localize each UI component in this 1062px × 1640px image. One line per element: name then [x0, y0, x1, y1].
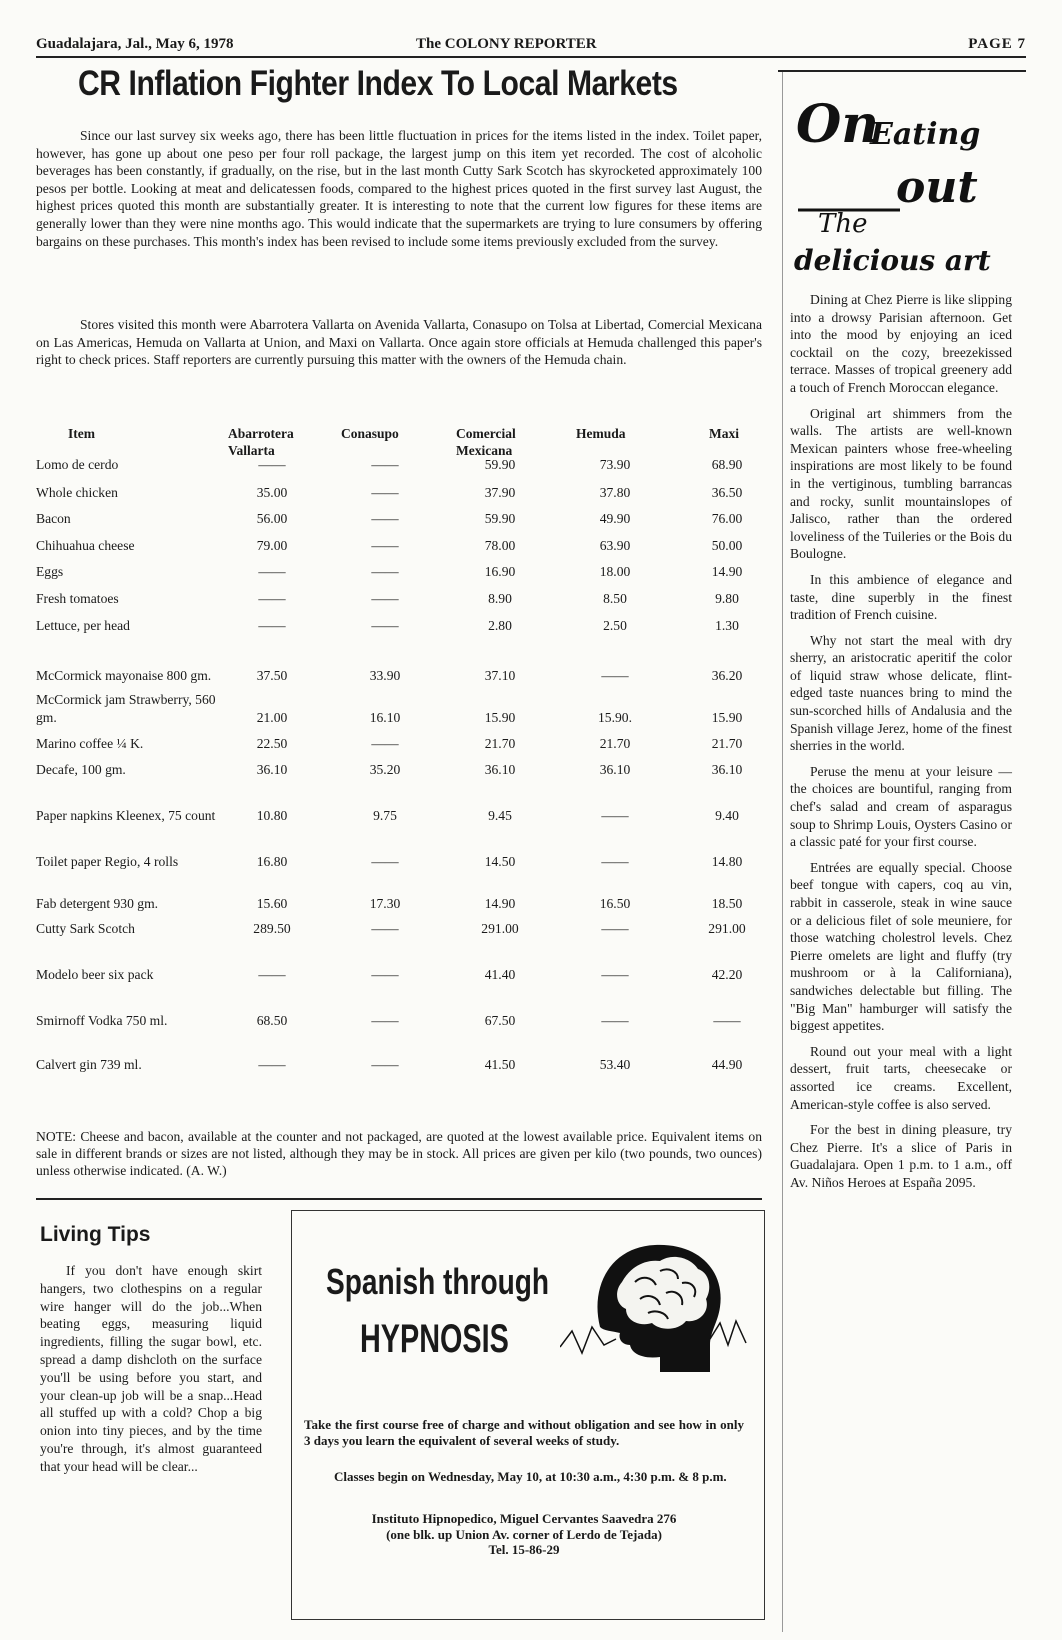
dateline: Guadalajara, Jal., May 6, 1978 — [36, 36, 234, 52]
row-item-name: Toilet paper Regio, 4 rolls — [36, 854, 179, 869]
header-hemuda: Hemuda — [576, 426, 626, 441]
page-header — [36, 36, 1026, 58]
price-comercial: 16.90 — [484, 564, 516, 579]
row-item-name: Smirnoff Vodka 750 ml. — [36, 1013, 168, 1028]
price-maxi: 15.90 — [711, 710, 743, 725]
table-row — [0, 649, 790, 689]
logo-delicious-art: delicious art — [794, 244, 991, 277]
column-rule — [778, 70, 1026, 72]
price-conasupo: 35.20 — [369, 762, 401, 777]
price-conasupo: —— — [371, 591, 399, 606]
header-conasupo: Conasupo — [341, 426, 399, 441]
price-conasupo: —— — [371, 1057, 399, 1072]
price-abarrotera: —— — [258, 591, 286, 606]
ad-title-line2: HYPNOSIS — [360, 1317, 509, 1361]
price-hemuda: 8.50 — [603, 591, 627, 606]
eating-out-paragraph: Dining at Chez Pierre is like slipping into a drowsy Parisian afternoon. Get into the mood by enjoying an iced cocktail on the cozy, breezekissed terrace. Masses of tropical greenery add a touch of French Moroccan elegance. — [790, 292, 1012, 395]
price-conasupo: —— — [371, 511, 399, 526]
brain-head-icon — [560, 1227, 750, 1387]
header-item: Item — [68, 426, 95, 441]
ad-institute: Instituto Hipnopedico, Miguel Cervantes Saavedra 276 — [371, 1511, 677, 1526]
price-conasupo: —— — [371, 921, 399, 936]
table-row — [0, 948, 790, 988]
headline: CR Inflation Fighter Index To Local Markets — [78, 64, 678, 103]
price-maxi: 21.70 — [711, 736, 743, 751]
eating-out-paragraph: Why not start the meal with dry sherry, an aristocratic aperitif the color of liquid straw whose delicate, flint-edged taste nuances bring to mind the sun-scorched hills of Andalusia and the Spanish village Jerez, home of the finest sherries in the world. — [790, 632, 1012, 754]
price-comercial: 59.90 — [484, 457, 516, 472]
row-item-name: Lettuce, per head — [36, 618, 130, 633]
ad-directions: (one blk. up Union Av. corner of Lerdo de Tejada) — [386, 1526, 662, 1542]
ad-phone: Tel. 15-86-29 — [488, 1542, 560, 1557]
price-abarrotera: —— — [258, 457, 286, 472]
price-abarrotera: 36.10 — [256, 762, 288, 777]
price-comercial: 41.40 — [484, 967, 516, 982]
price-maxi: 36.10 — [711, 762, 743, 777]
logo-out: out — [896, 162, 978, 213]
price-abarrotera: 16.80 — [256, 854, 288, 869]
price-hemuda: —— — [601, 668, 629, 683]
row-item-name: Paper napkins Kleenex, 75 count — [36, 808, 216, 823]
price-hemuda: —— — [601, 1013, 629, 1028]
price-comercial: 21.70 — [484, 736, 516, 751]
price-abarrotera: —— — [258, 564, 286, 579]
row-item-name: Fab detergent 930 gm. — [36, 896, 159, 911]
price-conasupo: 16.10 — [369, 710, 401, 725]
price-conasupo: —— — [371, 564, 399, 579]
column-divider — [782, 72, 783, 1632]
price-comercial: 41.50 — [484, 1057, 516, 1072]
price-conasupo: —— — [371, 457, 399, 472]
ad-offer-text: Take the first course free of charge and without obligation and see how in only 3 days you learn the equivalent of several weeks of study. — [304, 1417, 744, 1448]
price-hemuda: 49.90 — [599, 511, 631, 526]
price-abarrotera: 68.50 — [256, 1013, 288, 1028]
row-item-name: Lomo de cerdo — [36, 457, 119, 472]
price-comercial: 59.90 — [484, 511, 516, 526]
logo-eating: Eating — [870, 117, 981, 152]
living-tips-text: If you don't have enough skirt hangers, two clothespins on a regular wire hanger will do the job...When beating eggs, measuring liquid ingredients, filling the sugar bowl, etc. spread a damp dishcloth on the surface you'll be using before you start, and your clean-up job will be a snap...Head all stuffed up with a cold? Chop a big onion into tiny pieces, and by the time you're through, it's almost guaranteed that your head will be clear... — [40, 1263, 262, 1474]
price-hemuda: 16.50 — [599, 896, 631, 911]
ad-title-line1: Spanish through — [326, 1261, 550, 1302]
price-comercial: 36.10 — [484, 762, 516, 777]
ad-schedule-text: Classes begin on Wednesday, May 10, at 10:30 a.m., 4:30 p.m. & 8 p.m. — [334, 1469, 727, 1484]
price-comercial: 8.90 — [488, 591, 512, 606]
header-comercial: Comercial Mexicana — [456, 426, 516, 458]
price-conasupo: 9.75 — [373, 808, 397, 823]
price-comercial: 14.90 — [484, 896, 516, 911]
price-abarrotera: —— — [258, 618, 286, 633]
eating-out-paragraph: Peruse the menu at your leisure — the choices are bountiful, ranging from chef's salad and cream of asparagus soup to Shrimp Louis, Oysters Casino or a classic paté for your first course. — [790, 763, 1012, 850]
price-abarrotera: —— — [258, 1057, 286, 1072]
eating-out-article — [790, 291, 1012, 1200]
row-item-name: McCormick jam Strawberry, 560 gm. — [36, 692, 216, 725]
price-comercial: 2.80 — [488, 618, 512, 633]
price-comercial: 14.50 — [484, 854, 516, 869]
price-abarrotera: 10.80 — [256, 808, 288, 823]
eating-out-paragraph: Round out your meal with a light dessert, fruit tarts, cheesecake or assorted ice creams. Excellent, American-style coffee is also served. — [790, 1043, 1012, 1112]
ad-address — [304, 1511, 744, 1558]
price-conasupo: —— — [371, 1013, 399, 1028]
row-item-name: Modelo beer six pack — [36, 967, 154, 982]
table-row — [0, 789, 790, 829]
price-hemuda: —— — [601, 854, 629, 869]
price-conasupo: —— — [371, 485, 399, 500]
price-hemuda: —— — [601, 808, 629, 823]
price-hemuda: 73.90 — [599, 457, 631, 472]
price-hemuda: 37.80 — [599, 485, 631, 500]
table-row — [0, 994, 790, 1034]
price-maxi: 9.80 — [715, 591, 739, 606]
eating-out-paragraph: Entrées are equally special. Choose beef tongue with capers, coq au vin, rabbit in casserole, steak in wine sauce or a delicious filet of sole meuniere, for those watching cholestrol levels. Chez Pierre omelets are light and fluffy (try mushroom or à la Californiana), sandwiches delectable but filling. The "Big Man" hamburger will satisfy the biggest appetites. — [790, 859, 1012, 1034]
row-item-name: Cutty Sark Scotch — [36, 921, 135, 936]
row-item-name: Decafe, 100 gm. — [36, 762, 126, 777]
table-row — [0, 902, 790, 942]
eating-out-paragraph: In this ambience of elegance and taste, dine superbly in the finest tradition of French cuisine. — [790, 571, 1012, 623]
logo-the: The — [818, 209, 868, 239]
price-abarrotera: 56.00 — [256, 511, 288, 526]
price-conasupo: —— — [371, 618, 399, 633]
price-conasupo: —— — [371, 854, 399, 869]
row-item-name: Bacon — [36, 511, 71, 526]
table-row — [0, 743, 790, 783]
price-hemuda: —— — [601, 921, 629, 936]
eating-out-logo — [788, 84, 1018, 284]
row-item-name: McCormick mayonaise 800 gm. — [36, 668, 212, 683]
eating-out-paragraph: Original art shimmers from the walls. The artists are well-known Mexican painters whose free-wheeling inspirations are most likely to be found in the vertiginous, tumbling barrancas and rocky, sunlit mountainslopes of Jalisco, rather than the ordered loveliness of the Tuileries or the Bois du Boulogne. — [790, 405, 1012, 562]
lead-paragraph-1: Since our last survey six weeks ago, there has been little fluctuation in prices for the items listed in the index. Toilet paper, however, has gone up about one peso per four roll package, the largest jump on this item yet recorded. The cost of alcoholic beverages has been constantly, if gradually, on the rise, but in the last month Cutty Sark Scotch has skyrocketed approximately 100 pesos per bottle. Looking at meat and delicatessen foods, compared to the highest prices quoted in the first survey last August, the highest prices quoted this month are substantially greater. It is interesting to note that the current low figures for these items are generally lower than they were nine months ago. This would indicate that the supermarkets are trying to lure consumers by offering bargains on these purchases. This month's index has been revised to include some items previously excluded from the survey. — [36, 128, 762, 249]
row-item-name: Marino coffee ¼ K. — [36, 736, 144, 751]
row-item-name: Fresh tomatoes — [36, 591, 119, 606]
living-tips-title: Living Tips — [40, 1223, 151, 1246]
price-maxi: —— — [713, 1013, 741, 1028]
price-hemuda: 53.40 — [599, 1057, 631, 1072]
price-maxi: 76.00 — [711, 511, 743, 526]
price-abarrotera: 37.50 — [256, 668, 288, 683]
price-hemuda: 36.10 — [599, 762, 631, 777]
newspaper-name: The COLONY REPORTER — [416, 36, 597, 52]
price-hemuda: —— — [601, 967, 629, 982]
price-conasupo: 33.90 — [369, 668, 401, 683]
price-abarrotera: 21.00 — [256, 710, 288, 725]
row-item-name: Whole chicken — [36, 485, 118, 500]
price-conasupo: —— — [371, 967, 399, 982]
header-abarrotera: Abarrotera Vallarta — [228, 426, 294, 458]
price-maxi: 291.00 — [708, 921, 746, 936]
price-maxi: 68.90 — [711, 457, 743, 472]
price-maxi: 44.90 — [711, 1057, 743, 1072]
logo-on: On — [796, 94, 880, 155]
price-hemuda: 2.50 — [603, 618, 627, 633]
price-comercial: 9.45 — [488, 808, 512, 823]
divider — [36, 1198, 762, 1200]
header-maxi: Maxi — [709, 426, 739, 441]
price-abarrotera: 289.50 — [253, 921, 291, 936]
price-abarrotera: 22.50 — [256, 736, 288, 751]
price-hemuda: 15.90. — [598, 710, 632, 725]
price-comercial: 15.90 — [484, 710, 516, 725]
row-item-name: Eggs — [36, 564, 64, 579]
table-row — [0, 1038, 790, 1078]
price-conasupo: —— — [371, 538, 399, 553]
price-maxi: 14.90 — [711, 564, 743, 579]
price-comercial: 37.90 — [484, 485, 516, 500]
table-row — [0, 599, 790, 639]
price-maxi: 14.80 — [711, 854, 743, 869]
table-note: NOTE: Cheese and bacon, available at the counter and not packaged, are quoted at the lowest available price. Equivalent items on sale in different brands or sizes are not listed, although they may be in stock. All prices are given per kilo (two pounds, two ounces) unless otherwise indicated. (A. W.) — [36, 1129, 762, 1178]
table-row — [0, 835, 790, 875]
price-maxi: 18.50 — [711, 896, 743, 911]
price-comercial: 78.00 — [484, 538, 516, 553]
price-comercial: 37.10 — [484, 668, 516, 683]
price-abarrotera: —— — [258, 967, 286, 982]
price-hemuda: 18.00 — [599, 564, 631, 579]
price-maxi: 9.40 — [715, 808, 739, 823]
row-item-name: Calvert gin 739 ml. — [36, 1057, 142, 1072]
price-maxi: 36.20 — [711, 668, 743, 683]
hypnosis-ad — [291, 1210, 765, 1620]
price-abarrotera: 15.60 — [256, 896, 288, 911]
price-abarrotera: 79.00 — [256, 538, 288, 553]
lead-paragraph-2: Stores visited this month were Abarrotera Vallarta on Avenida Vallarta, Conasupo on Tolsa at Libertad, Comercial Mexicana on Las Americas, Hemuda on Vallarta at Union, and Maxi on Vallarta. Once again store officials at Hemuda challenged this paper's right to check prices. Staff reporters are currently pursuing this matter with the owners of the Hemuda chain. — [36, 317, 762, 368]
price-maxi: 42.20 — [711, 967, 743, 982]
price-comercial: 67.50 — [484, 1013, 516, 1028]
price-conasupo: 17.30 — [369, 896, 401, 911]
price-maxi: 1.30 — [715, 618, 739, 633]
price-abarrotera: 35.00 — [256, 485, 288, 500]
price-maxi: 36.50 — [711, 485, 743, 500]
price-hemuda: 21.70 — [599, 736, 631, 751]
eating-out-paragraph: For the best in dining pleasure, try Chez Pierre. It's a slice of Paris in Guadalajara. Open 1 p.m. to 1 a.m., off Av. Niños Heroes at España 2095. — [790, 1122, 1012, 1190]
page-number: PAGE 7 — [968, 36, 1026, 52]
row-item-name: Chihuahua cheese — [36, 538, 135, 553]
price-hemuda: 63.90 — [599, 538, 631, 553]
price-comercial: 291.00 — [481, 921, 519, 936]
price-maxi: 50.00 — [711, 538, 743, 553]
price-conasupo: —— — [371, 736, 399, 751]
